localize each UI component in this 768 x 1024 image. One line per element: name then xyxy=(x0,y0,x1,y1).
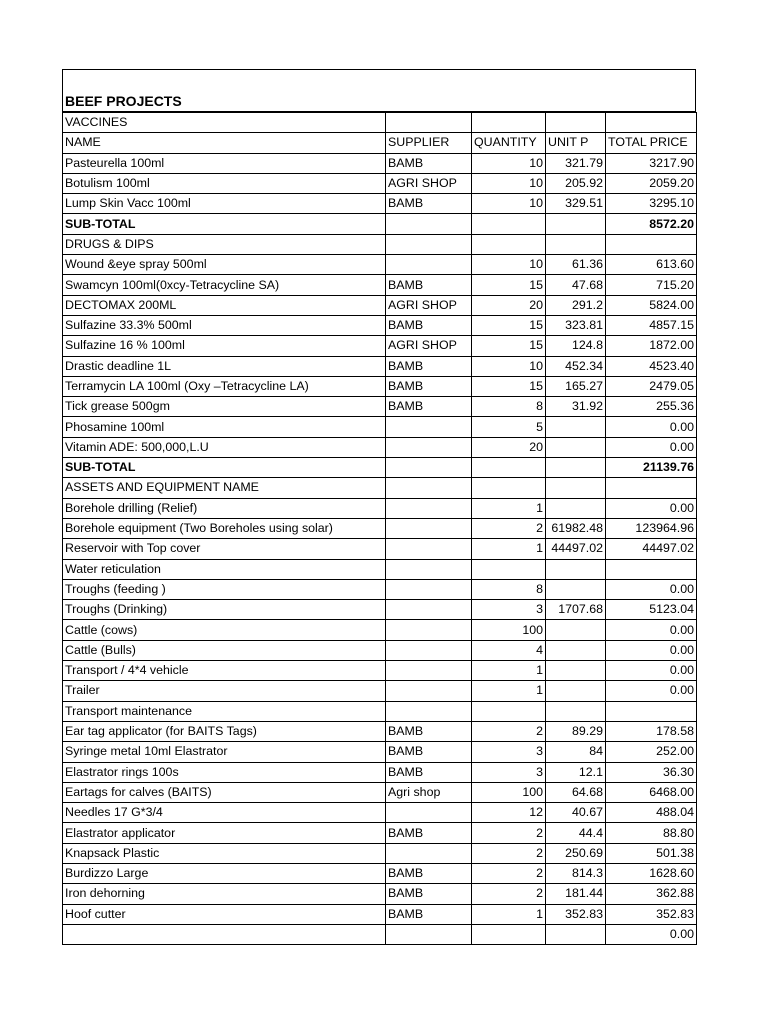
name-cell: Trailer xyxy=(63,681,386,701)
total-price-cell: 88.80 xyxy=(606,823,697,843)
budget-table xyxy=(62,112,697,945)
unit-price-cell: 321.79 xyxy=(546,153,606,173)
table-row xyxy=(63,843,697,863)
quantity-cell: 2 xyxy=(472,518,546,538)
empty-cell xyxy=(546,113,606,133)
total-price-cell: 123964.96 xyxy=(606,518,697,538)
quantity-cell xyxy=(472,214,546,234)
quantity-cell: 2 xyxy=(472,863,546,883)
supplier-cell: BAMB xyxy=(386,742,472,762)
total-price-cell: 3295.10 xyxy=(606,194,697,214)
name-cell: Reservoir with Top cover xyxy=(63,539,386,559)
table-row xyxy=(63,437,697,457)
supplier-cell: BAMB xyxy=(386,904,472,924)
quantity-cell: 1 xyxy=(472,904,546,924)
quantity-cell: 1 xyxy=(472,539,546,559)
unit-price-cell xyxy=(546,498,606,518)
name-cell: Terramycin LA 100ml (Oxy –Tetracycline LA) xyxy=(63,376,386,396)
table-row xyxy=(63,863,697,883)
name-cell: Sulfazine 16 % 100ml xyxy=(63,336,386,356)
table-row xyxy=(63,539,697,559)
table-row xyxy=(63,173,697,193)
quantity-cell: 20 xyxy=(472,295,546,315)
total-price-cell xyxy=(606,559,697,579)
name-cell: Lump Skin Vacc 100ml xyxy=(63,194,386,214)
unit-price-cell: 291.2 xyxy=(546,295,606,315)
quantity-cell: 15 xyxy=(472,315,546,335)
unit-price-cell xyxy=(546,924,606,944)
unit-price-cell: 352.83 xyxy=(546,904,606,924)
name-cell: Knapsack Plastic xyxy=(63,843,386,863)
supplier-cell xyxy=(386,255,472,275)
total-price-cell: 0.00 xyxy=(606,417,697,437)
table-row xyxy=(63,153,697,173)
empty-cell xyxy=(546,478,606,498)
table-row xyxy=(63,315,697,335)
unit-price-cell: 64.68 xyxy=(546,782,606,802)
quantity-cell: 3 xyxy=(472,762,546,782)
spreadsheet xyxy=(62,69,696,945)
quantity-cell: 10 xyxy=(472,356,546,376)
quantity-cell: 10 xyxy=(472,255,546,275)
quantity-cell: 4 xyxy=(472,640,546,660)
empty-cell xyxy=(606,478,697,498)
quantity-cell: 15 xyxy=(472,336,546,356)
quantity-cell: 8 xyxy=(472,579,546,599)
name-cell: Transport / 4*4 vehicle xyxy=(63,661,386,681)
name-cell: Eartags for calves (BAITS) xyxy=(63,782,386,802)
name-cell: Needles 17 G*3/4 xyxy=(63,803,386,823)
name-cell: Borehole drilling (Relief) xyxy=(63,498,386,518)
empty-cell xyxy=(546,234,606,254)
quantity-cell: 1 xyxy=(472,681,546,701)
section-row xyxy=(63,478,697,498)
unit-price-cell: 47.68 xyxy=(546,275,606,295)
supplier-cell xyxy=(386,579,472,599)
name-cell: NAME xyxy=(63,133,386,153)
name-cell: Iron dehorning xyxy=(63,884,386,904)
total-price-cell: 6468.00 xyxy=(606,782,697,802)
total-price-cell: 0.00 xyxy=(606,620,697,640)
unit-price-cell: 181.44 xyxy=(546,884,606,904)
supplier-cell xyxy=(386,518,472,538)
name-cell: Transport maintenance xyxy=(63,701,386,721)
quantity-cell: 2 xyxy=(472,721,546,741)
total-price-cell: TOTAL PRICE xyxy=(606,133,697,153)
name-cell: Phosamine 100ml xyxy=(63,417,386,437)
total-price-cell: 0.00 xyxy=(606,579,697,599)
supplier-cell xyxy=(386,539,472,559)
supplier-cell: BAMB xyxy=(386,315,472,335)
unit-price-cell xyxy=(546,681,606,701)
supplier-cell xyxy=(386,214,472,234)
supplier-cell: BAMB xyxy=(386,397,472,417)
table-row xyxy=(63,884,697,904)
table-row xyxy=(63,376,697,396)
supplier-cell: SUPPLIER xyxy=(386,133,472,153)
unit-price-cell: 1707.68 xyxy=(546,600,606,620)
total-price-cell: 715.20 xyxy=(606,275,697,295)
unit-price-cell: 205.92 xyxy=(546,173,606,193)
name-cell: Cattle (Bulls) xyxy=(63,640,386,660)
empty-cell xyxy=(606,113,697,133)
table-row xyxy=(63,600,697,620)
table-row xyxy=(63,559,697,579)
unit-price-cell: 250.69 xyxy=(546,843,606,863)
subtotal-row xyxy=(63,214,697,234)
unit-price-cell: 61.36 xyxy=(546,255,606,275)
name-cell xyxy=(63,924,386,944)
table-row xyxy=(63,701,697,721)
table-row xyxy=(63,356,697,376)
total-price-cell: 252.00 xyxy=(606,742,697,762)
total-price-cell: 0.00 xyxy=(606,681,697,701)
name-cell: Elastrator rings 100s xyxy=(63,762,386,782)
supplier-cell xyxy=(386,600,472,620)
total-price-cell: 0.00 xyxy=(606,924,697,944)
supplier-cell xyxy=(386,458,472,478)
unit-price-cell: 124.8 xyxy=(546,336,606,356)
quantity-cell: 10 xyxy=(472,173,546,193)
quantity-cell xyxy=(472,559,546,579)
supplier-cell xyxy=(386,681,472,701)
unit-price-cell xyxy=(546,620,606,640)
unit-price-cell: 329.51 xyxy=(546,194,606,214)
empty-cell xyxy=(472,478,546,498)
quantity-cell: 1 xyxy=(472,661,546,681)
name-cell: Swamcyn 100ml(0xcy-Tetracycline SA) xyxy=(63,275,386,295)
quantity-cell: 2 xyxy=(472,884,546,904)
empty-cell xyxy=(606,234,697,254)
supplier-cell xyxy=(386,924,472,944)
supplier-cell: BAMB xyxy=(386,762,472,782)
name-cell: Water reticulation xyxy=(63,559,386,579)
name-cell: SUB-TOTAL xyxy=(63,214,386,234)
empty-cell xyxy=(472,234,546,254)
table-row xyxy=(63,782,697,802)
unit-price-cell xyxy=(546,661,606,681)
unit-price-cell xyxy=(546,417,606,437)
unit-price-cell xyxy=(546,214,606,234)
unit-price-cell xyxy=(546,458,606,478)
table-row xyxy=(63,823,697,843)
total-price-cell: 5123.04 xyxy=(606,600,697,620)
unit-price-cell: 61982.48 xyxy=(546,518,606,538)
name-cell: Drastic deadline 1L xyxy=(63,356,386,376)
table-row xyxy=(63,803,697,823)
section-row xyxy=(63,113,697,133)
quantity-cell: 20 xyxy=(472,437,546,457)
unit-price-cell: 323.81 xyxy=(546,315,606,335)
total-price-cell: 4523.40 xyxy=(606,356,697,376)
supplier-cell xyxy=(386,437,472,457)
supplier-cell xyxy=(386,803,472,823)
supplier-cell xyxy=(386,498,472,518)
empty-cell xyxy=(386,478,472,498)
empty-cell xyxy=(386,234,472,254)
supplier-cell: AGRI SHOP xyxy=(386,295,472,315)
table-row xyxy=(63,904,697,924)
table-row xyxy=(63,681,697,701)
table-row xyxy=(63,295,697,315)
supplier-cell: BAMB xyxy=(386,884,472,904)
name-cell: SUB-TOTAL xyxy=(63,458,386,478)
supplier-cell: BAMB xyxy=(386,863,472,883)
total-price-cell: 0.00 xyxy=(606,661,697,681)
quantity-cell: 2 xyxy=(472,823,546,843)
total-price-cell: 613.60 xyxy=(606,255,697,275)
supplier-cell: AGRI SHOP xyxy=(386,336,472,356)
unit-price-cell: 165.27 xyxy=(546,376,606,396)
total-price-cell: 8572.20 xyxy=(606,214,697,234)
supplier-cell: BAMB xyxy=(386,376,472,396)
name-cell: DECTOMAX 200ML xyxy=(63,295,386,315)
supplier-cell: AGRI SHOP xyxy=(386,173,472,193)
total-price-cell: 1872.00 xyxy=(606,336,697,356)
quantity-cell xyxy=(472,924,546,944)
section-label: ASSETS AND EQUIPMENT NAME xyxy=(63,478,386,498)
table-row xyxy=(63,742,697,762)
quantity-cell: 100 xyxy=(472,620,546,640)
table-body xyxy=(63,113,697,945)
subtotal-row xyxy=(63,458,697,478)
name-cell: Wound &eye spray 500ml xyxy=(63,255,386,275)
quantity-cell: 3 xyxy=(472,600,546,620)
table-row xyxy=(63,762,697,782)
quantity-cell: 8 xyxy=(472,397,546,417)
total-price-cell: 352.83 xyxy=(606,904,697,924)
supplier-cell: BAMB xyxy=(386,194,472,214)
total-price-cell: 36.30 xyxy=(606,762,697,782)
quantity-cell: QUANTITY xyxy=(472,133,546,153)
name-cell: Sulfazine 33.3% 500ml xyxy=(63,315,386,335)
name-cell: Cattle (cows) xyxy=(63,620,386,640)
table-row xyxy=(63,498,697,518)
supplier-cell: BAMB xyxy=(386,721,472,741)
unit-price-cell: 452.34 xyxy=(546,356,606,376)
table-row xyxy=(63,518,697,538)
table-row xyxy=(63,640,697,660)
supplier-cell xyxy=(386,417,472,437)
unit-price-cell xyxy=(546,579,606,599)
total-price-cell xyxy=(606,701,697,721)
supplier-cell xyxy=(386,640,472,660)
total-price-cell: 1628.60 xyxy=(606,863,697,883)
name-cell: Hoof cutter xyxy=(63,904,386,924)
total-price-cell: 488.04 xyxy=(606,803,697,823)
quantity-cell: 10 xyxy=(472,153,546,173)
table-row xyxy=(63,417,697,437)
unit-price-cell xyxy=(546,437,606,457)
name-cell: Ear tag applicator (for BAITS Tags) xyxy=(63,721,386,741)
quantity-cell: 100 xyxy=(472,782,546,802)
total-price-cell: 2059.20 xyxy=(606,173,697,193)
name-cell: Tick grease 500gm xyxy=(63,397,386,417)
quantity-cell: 15 xyxy=(472,376,546,396)
table-row xyxy=(63,579,697,599)
table-row xyxy=(63,336,697,356)
table-row xyxy=(63,924,697,944)
unit-price-cell: 12.1 xyxy=(546,762,606,782)
name-cell: Pasteurella 100ml xyxy=(63,153,386,173)
total-price-cell: 0.00 xyxy=(606,437,697,457)
title-row xyxy=(62,69,696,112)
name-cell: Troughs (Drinking) xyxy=(63,600,386,620)
supplier-cell xyxy=(386,559,472,579)
supplier-cell: Agri shop xyxy=(386,782,472,802)
table-row xyxy=(63,255,697,275)
quantity-cell: 1 xyxy=(472,498,546,518)
total-price-cell: 255.36 xyxy=(606,397,697,417)
name-cell: Syringe metal 10ml Elastrator xyxy=(63,742,386,762)
unit-price-cell xyxy=(546,701,606,721)
quantity-cell: 3 xyxy=(472,742,546,762)
total-price-cell: 5824.00 xyxy=(606,295,697,315)
total-price-cell: 2479.05 xyxy=(606,376,697,396)
total-price-cell: 0.00 xyxy=(606,498,697,518)
quantity-cell xyxy=(472,701,546,721)
table-row xyxy=(63,721,697,741)
name-cell: Elastrator applicator xyxy=(63,823,386,843)
quantity-cell: 5 xyxy=(472,417,546,437)
empty-cell xyxy=(472,113,546,133)
table-row xyxy=(63,661,697,681)
table-row xyxy=(63,275,697,295)
unit-price-cell: 89.29 xyxy=(546,721,606,741)
supplier-cell: BAMB xyxy=(386,823,472,843)
table-row xyxy=(63,397,697,417)
quantity-cell: 2 xyxy=(472,843,546,863)
total-price-cell: 44497.02 xyxy=(606,539,697,559)
unit-price-cell xyxy=(546,640,606,660)
total-price-cell: 4857.15 xyxy=(606,315,697,335)
quantity-cell: 12 xyxy=(472,803,546,823)
unit-price-cell: 44.4 xyxy=(546,823,606,843)
total-price-cell: 362.88 xyxy=(606,884,697,904)
supplier-cell xyxy=(386,661,472,681)
supplier-cell: BAMB xyxy=(386,275,472,295)
total-price-cell: 0.00 xyxy=(606,640,697,660)
supplier-cell xyxy=(386,843,472,863)
unit-price-cell: 44497.02 xyxy=(546,539,606,559)
section-label: VACCINES xyxy=(63,113,386,133)
name-cell: Vitamin ADE: 500,000,L.U xyxy=(63,437,386,457)
name-cell: Borehole equipment (Two Boreholes using solar) xyxy=(63,518,386,538)
name-cell: Burdizzo Large xyxy=(63,863,386,883)
total-price-cell: 501.38 xyxy=(606,843,697,863)
unit-price-cell xyxy=(546,559,606,579)
supplier-cell xyxy=(386,620,472,640)
unit-price-cell: UNIT P xyxy=(546,133,606,153)
name-cell: Troughs (feeding ) xyxy=(63,579,386,599)
unit-price-cell: 814.3 xyxy=(546,863,606,883)
quantity-cell: 10 xyxy=(472,194,546,214)
unit-price-cell: 31.92 xyxy=(546,397,606,417)
header-row xyxy=(63,133,697,153)
unit-price-cell: 84 xyxy=(546,742,606,762)
quantity-cell: 15 xyxy=(472,275,546,295)
unit-price-cell: 40.67 xyxy=(546,803,606,823)
total-price-cell: 178.58 xyxy=(606,721,697,741)
supplier-cell xyxy=(386,701,472,721)
table-row xyxy=(63,620,697,640)
supplier-cell: BAMB xyxy=(386,356,472,376)
table-row xyxy=(63,194,697,214)
supplier-cell: BAMB xyxy=(386,153,472,173)
page-title: BEEF PROJECTS xyxy=(65,93,182,109)
total-price-cell: 3217.90 xyxy=(606,153,697,173)
section-label: DRUGS & DIPS xyxy=(63,234,386,254)
empty-cell xyxy=(386,113,472,133)
quantity-cell xyxy=(472,458,546,478)
total-price-cell: 21139.76 xyxy=(606,458,697,478)
section-row xyxy=(63,234,697,254)
name-cell: Botulism 100ml xyxy=(63,173,386,193)
